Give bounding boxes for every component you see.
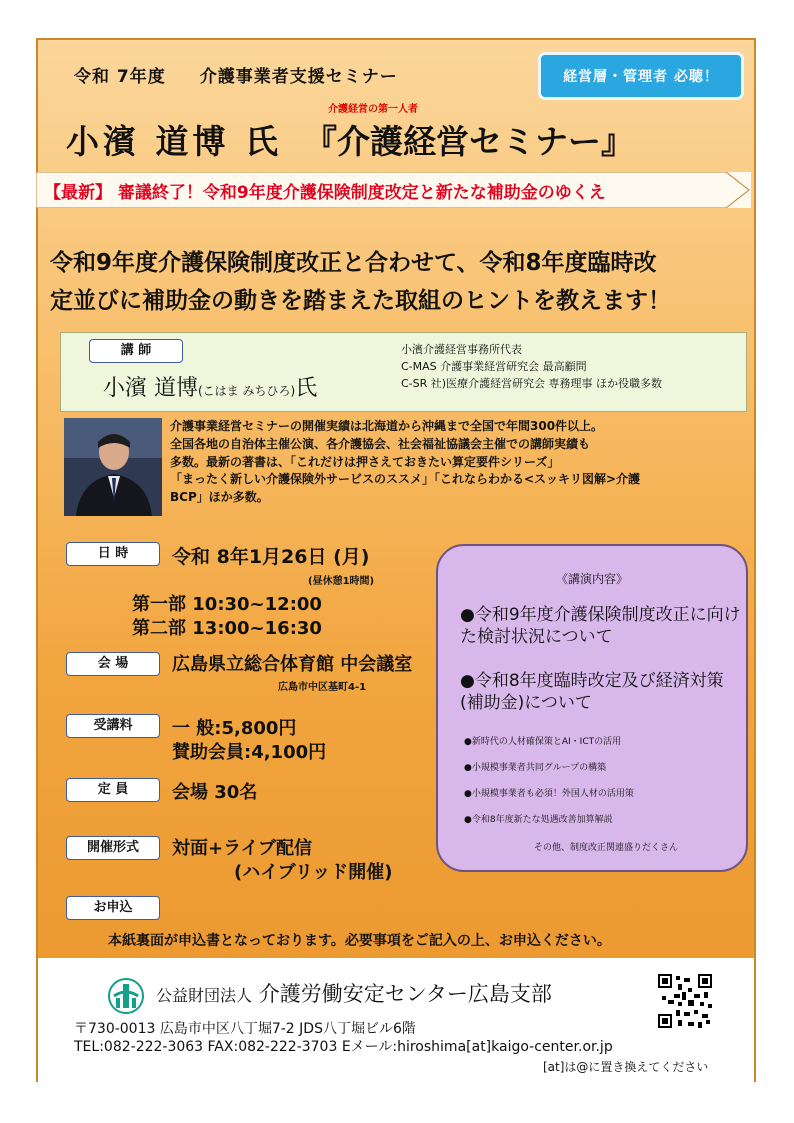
fee-label: 受講料 — [66, 714, 160, 738]
application-notice: 本紙裏面が申込書となっております。必要事項をご記入の上、お申込ください。 — [108, 933, 611, 949]
format-line-2: (ハイブリッド開催) — [234, 862, 393, 883]
bio-line: 介護事業経営セミナーの開催実績は北海道から沖縄まで全国で年間300件以上。 — [170, 419, 604, 433]
format-label: 開催形式 — [66, 836, 160, 860]
headline-text: 【最新】 審議終了！令和9年度介護保険制度改定と新たな補助金のゆくえ — [44, 183, 606, 203]
bio-line: BCP」ほか多数。 — [170, 490, 269, 505]
lecturer-name-text: 小濱 道博 — [103, 376, 198, 401]
venue-name: 広島県立総合体育館 中会議室 — [172, 654, 413, 675]
headline-ribbon — [36, 172, 751, 208]
program-main-item: ●令和9年度介護保険制度改正に向けた検討状況について — [460, 605, 741, 647]
break-note: (昼休憩1時間) — [308, 576, 375, 587]
lead-line-2: 定並びに補助金の動きを踏まえた取組のヒントを教えます！ — [50, 288, 671, 314]
seminar-title: 『介護経営セミナー』 — [303, 122, 634, 161]
format-line-1: 対面+ライブ配信 — [172, 838, 313, 859]
venue-label: 会 場 — [66, 652, 160, 676]
org-name: 介護労働安定センター広島支部 — [258, 982, 552, 1006]
role-line: C-MAS 介護事業経営研究会 最高顧問 — [401, 360, 587, 373]
organizer-footer — [38, 958, 754, 1082]
role-line: 小濱介護経営事務所代表 — [401, 343, 522, 356]
venue-address: 広島市中区基町4-1 — [278, 682, 367, 693]
apply-label: お申込 — [66, 896, 160, 920]
role-line: C-SR 社)医療介護経営研究会 専務理事 ほか役職多数 — [401, 377, 663, 390]
email-at-note: [at]は@に置き換えてください — [543, 1060, 709, 1074]
speaker-tagline: 介護経営の第一人者 — [328, 104, 418, 115]
fee-general: 一 般:5,800円 — [172, 718, 297, 739]
lecturer-kana: (こはま みちひろ) — [198, 384, 296, 398]
program-sub-item: ●小規模事業者共同グループの構築 — [464, 763, 607, 773]
lecturer-roles — [401, 341, 662, 392]
lead-message — [50, 244, 750, 320]
speaker-title: 小濱 道博 氏 — [66, 122, 282, 161]
lecturer-box — [60, 332, 747, 412]
program-sub-item: ●令和8年度新たな処遇改善加算解説 — [464, 815, 613, 825]
seminar-flyer — [36, 38, 756, 1082]
program-panel — [436, 544, 748, 872]
bio-line: 全国各地の自治体主催公演、各介護協会、社会福祉協議会主催での講師実績も — [170, 436, 591, 451]
qr-code[interactable] — [656, 972, 714, 1030]
fiscal-year: 令和 7年度 — [74, 67, 166, 87]
capacity-value: 会場 30名 — [172, 782, 258, 803]
lecturer-honorific: 氏 — [295, 376, 318, 401]
bio-line: 多数。最新の著書は、「これだけは押さえておきたい算定要件シリーズ」 — [170, 454, 560, 469]
date-label: 日 時 — [66, 542, 160, 566]
bio-line: 「まったく新しい介護保険外サービスのススメ」「これならわかる<スッキリ図解>介護 — [170, 472, 640, 487]
organization-name — [156, 978, 552, 1008]
header-line — [74, 62, 398, 87]
lecturer-name — [103, 371, 317, 402]
program-heading: 《講演内容》 — [555, 572, 628, 586]
contact-block — [74, 1020, 613, 1056]
lecturer-photo — [64, 418, 162, 516]
organization-logo — [108, 978, 144, 1014]
session-part-1: 第一部 10:30~12:00 — [132, 594, 322, 615]
capacity-label: 定 員 — [66, 778, 160, 802]
program-closing: その他、制度改正関連盛りだくさん — [534, 843, 679, 853]
fee-member: 賛助会員:4,100円 — [172, 742, 327, 763]
session-part-2: 第二部 13:00~16:30 — [132, 618, 322, 639]
postal-address: 〒730-0013 広島市中区八丁堀7-2 JDS八丁堀ビル6階 — [74, 1021, 416, 1037]
speaker-silhouette — [64, 418, 162, 516]
event-date: 令和 8年1月26日 (月) — [172, 546, 370, 568]
org-prefix: 公益財団法人 — [156, 986, 253, 1005]
program-sub-item: ●新時代の人材確保策とAI・ICTの活用 — [464, 737, 622, 747]
lecturer-label: 講 師 — [89, 339, 183, 363]
phone-fax-email: TEL:082-222-3063 FAX:082-222-3703 Eメール:hiroshima[at]kaigo-center.or.jp — [74, 1039, 613, 1055]
program-sub-item: ●小規模事業者も必須！外国人材の活用策 — [464, 789, 634, 799]
must-listen-badge: 経営層・管理者 必聴！ — [538, 52, 744, 100]
lecturer-bio — [170, 418, 750, 507]
program-main-item: ●令和8年度臨時改定及び経済対策(補助金)について — [460, 671, 724, 713]
lead-line-1: 令和9年度介護保険制度改正と合わせて、令和8年度臨時改 — [50, 250, 657, 276]
main-title — [66, 116, 634, 163]
seminar-series: 介護事業者支援セミナー — [199, 67, 398, 87]
